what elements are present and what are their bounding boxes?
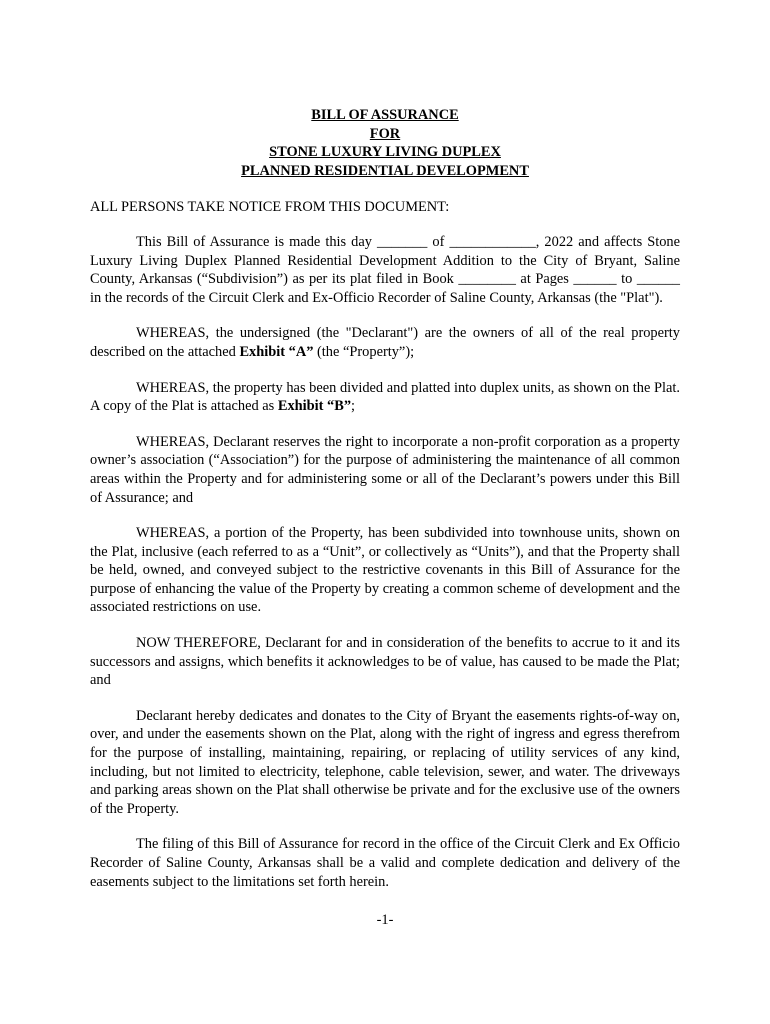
paragraph-intro: This Bill of Assurance is made this day _______ of ____________, 2022 and affects Stone Luxury Living Duplex Planned Residential Development Addition to the City of Bryant, Saline County, Arkansas (“Subdivision”) as per its plat filed in Book ________ at Pages ______ to ______ in the records of the Circuit Clerk and Ex-Officio Recorder of Saline County, Arkansas (the "Plat"). xyxy=(90,233,680,306)
paragraph-filing: The filing of this Bill of Assurance for record in the office of the Circuit Clerk and Ex Officio Recorder of Saline County, Arkansas shall be a valid and complete dedication and delivery of the easements subject to the limitations set forth herein. xyxy=(90,836,680,890)
text-run: WHEREAS, the undersigned (the "Declarant") are the owners of all of the real property described on the attached xyxy=(90,325,680,360)
title-line: PLANNED RESIDENTIAL DEVELOPMENT xyxy=(241,162,529,179)
paragraph-whereas-owners xyxy=(90,324,680,361)
title-line: BILL OF ASSURANCE xyxy=(311,107,459,123)
paragraph-whereas-association: WHEREAS, Declarant reserves the right to incorporate a non-profit corporation as a property owner’s association (“Association”) for the purpose of administering the maintenance of all common areas within the Property and for administering some or all of the Declarant’s powers under this Bill of Assurance; and xyxy=(90,433,680,506)
paragraph-whereas-units: WHEREAS, a portion of the Property, has been subdivided into townhouse units, shown on the Plat, inclusive (each referred to as a “Unit”, or collectively as “Units”), and that the Property shall be held, owned, and conveyed subject to the restrictive covenants in this Bill of Assurance for the purpose of enhancing the value of the Property by creating a common scheme of development and the associated restrictions on use. xyxy=(90,525,680,616)
page-number: -1- xyxy=(376,912,394,928)
exhibit-b-reference: Exhibit “B” xyxy=(277,398,352,415)
text-run: (the “Property”); xyxy=(313,343,415,360)
paragraph-now-therefore: NOW THEREFORE, Declarant for and in consideration of the benefits to accrue to it and its successors and assigns, which benefits it acknowledges to be of value, has caused to be made the Plat; and xyxy=(90,635,680,689)
paragraph-whereas-platted xyxy=(90,379,680,416)
title-line: FOR xyxy=(369,125,401,142)
text-run: WHEREAS, the property has been divided and platted into duplex units, as shown on the Plat. A copy of the Plat is attached as xyxy=(90,379,680,415)
paragraph-easements: Declarant hereby dedicates and donates to the City of Bryant the easements rights-of-way on, over, and under the easements shown on the Plat, along with the right of ingress and egress therefrom for the purpose of installing, maintaining, repairing, or replacing of utility services of any kind, including, but not limited to electricity, telephone, cable television, sewer, and water. The driveways and parking areas shown on the Plat shall otherwise be private and for the exclusive use of the owners of the Property. xyxy=(90,707,680,817)
document-title xyxy=(90,106,680,180)
title-line: STONE LUXURY LIVING DUPLEX xyxy=(269,144,501,161)
text-run: ; xyxy=(351,398,356,415)
exhibit-a-reference: Exhibit “A” xyxy=(239,343,314,360)
notice-heading: ALL PERSONS TAKE NOTICE FROM THIS DOCUMENT: xyxy=(90,199,450,216)
